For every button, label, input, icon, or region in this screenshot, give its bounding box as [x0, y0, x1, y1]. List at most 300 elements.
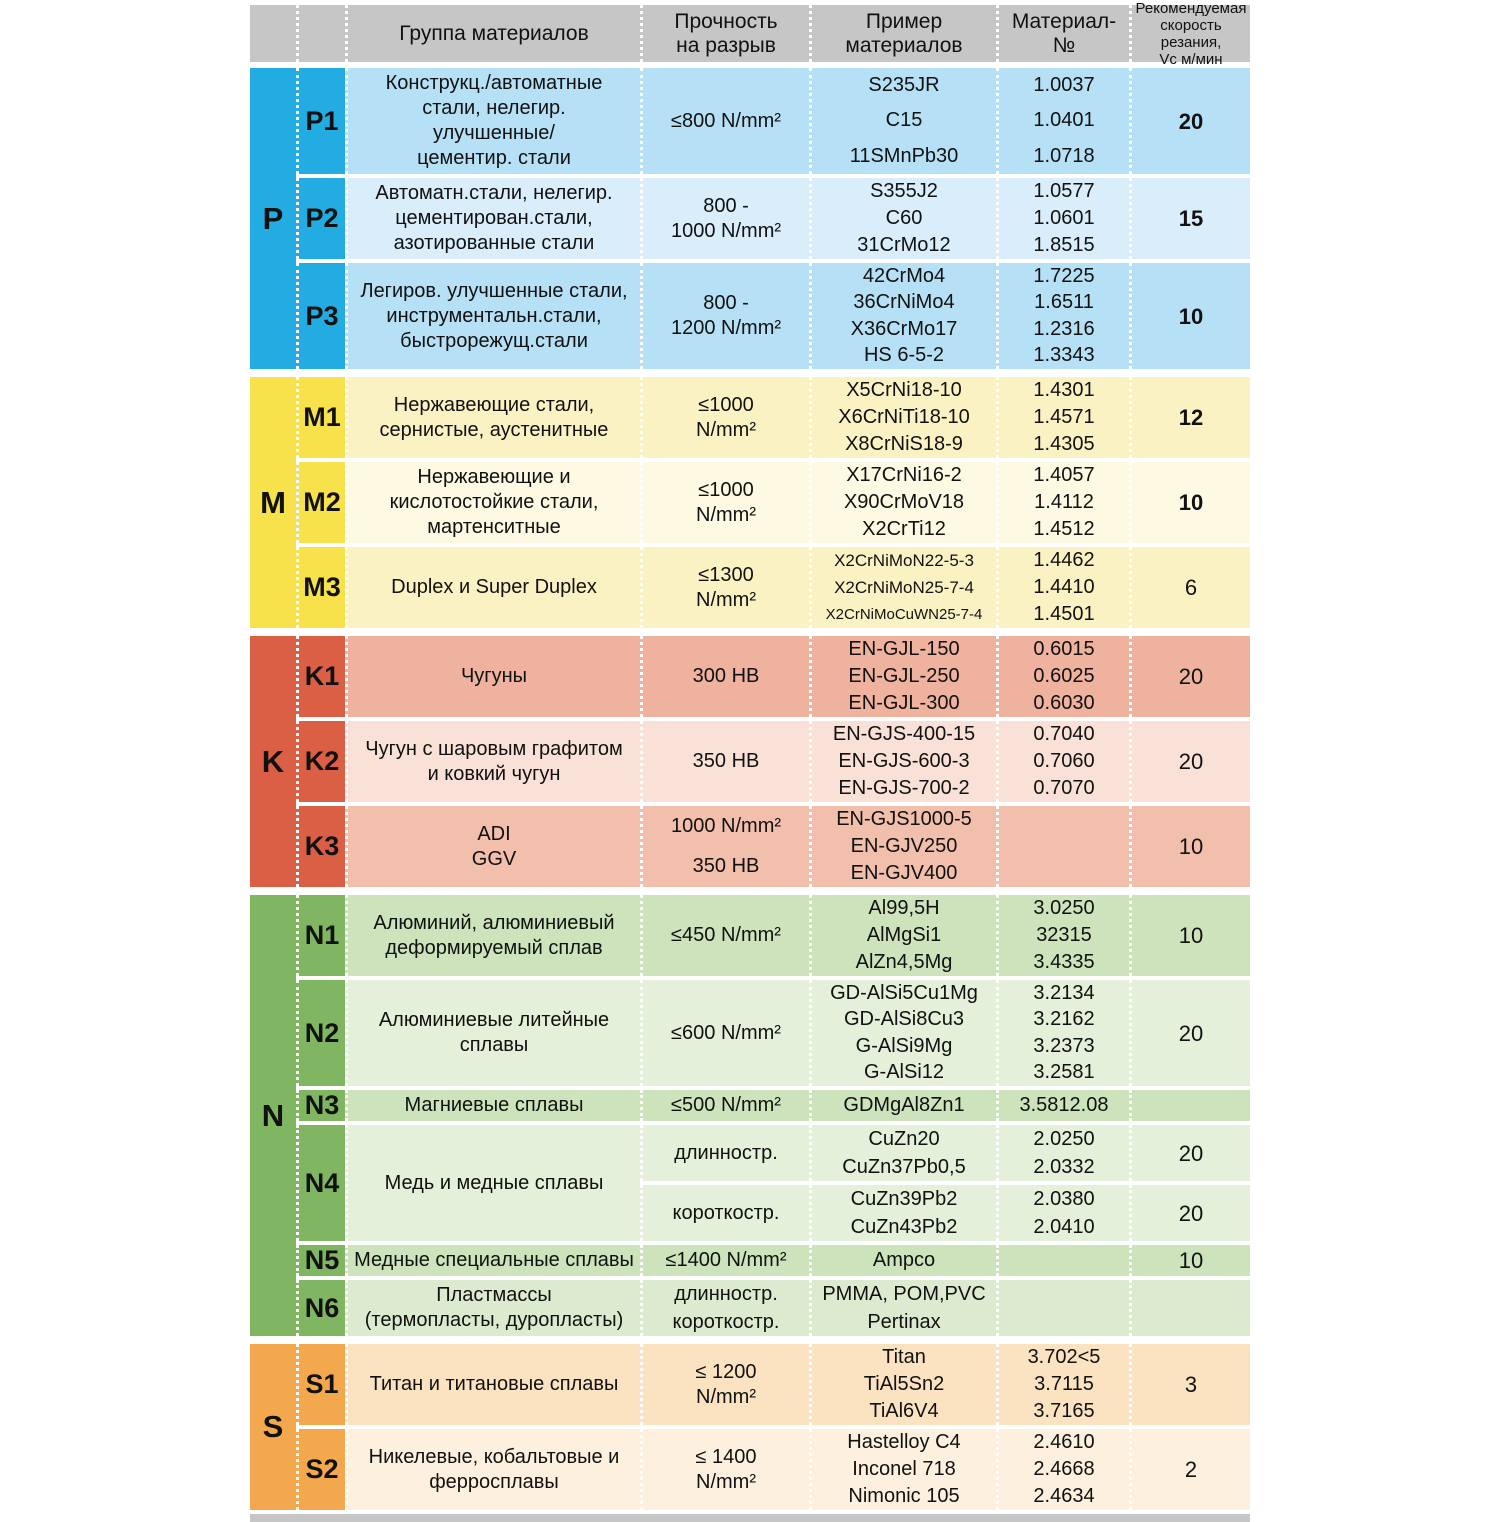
section-M: [250, 377, 1250, 628]
table-row-K1: [296, 636, 1250, 717]
material-no-cell: [996, 895, 1129, 976]
material-no-line: 0.6030: [1033, 692, 1095, 714]
header-cutting-speed-line: скорость резания,: [1160, 16, 1222, 51]
group-cell: [345, 68, 640, 174]
row-id-badge: N6: [296, 1280, 345, 1336]
material-no-line: 1.0577: [1033, 180, 1095, 202]
section-rows: [296, 68, 1250, 369]
group-cell: [345, 1245, 640, 1276]
material-no-line: 1.6511: [1034, 291, 1094, 314]
section-letter: N: [250, 895, 296, 1336]
material-no-line: 1.4512: [1033, 518, 1095, 540]
material-no-cell: [996, 462, 1129, 543]
strength-line: ≤1300: [698, 563, 754, 586]
example-line: GD-AlSi8Cu3: [843, 1008, 965, 1031]
cutting-speed-cell: 20: [1129, 1125, 1250, 1181]
group-line: GGV: [471, 847, 517, 870]
group-line: быстрорежущ.стали: [400, 329, 588, 352]
material-no-line: 1.4501: [1033, 603, 1095, 625]
row-id-badge: N3: [296, 1090, 345, 1121]
strength-line: N/mm²: [696, 1385, 756, 1408]
bottom-bar: [250, 1514, 1250, 1522]
cutting-speed-cell: 20: [1129, 721, 1250, 802]
header-cutting-speed-line: Рекомендуемая: [1135, 0, 1247, 17]
material-no-line: 32315: [1036, 924, 1092, 946]
section-letter: P: [250, 68, 296, 369]
header-strength-line: Прочность: [674, 9, 778, 33]
header-material-group: [345, 5, 640, 62]
group-line: и ковкий чугун: [427, 762, 561, 785]
table-row-K3: [296, 806, 1250, 887]
examples-cell: [809, 1344, 996, 1425]
group-cell: [345, 721, 640, 802]
strength-line: 1000 N/mm²: [670, 219, 782, 242]
table-row-N5: [296, 1245, 1250, 1276]
strength-line: длинностр.: [674, 1282, 778, 1305]
example-line: EN-GJS-700-2: [838, 777, 970, 799]
cutting-speed-cell: 10: [1129, 263, 1250, 369]
group-line: Duplex и Super Duplex: [391, 576, 597, 598]
strength-line: ≤ 1400: [695, 1445, 757, 1468]
row-id-badge: N4: [296, 1125, 345, 1241]
strength-line: 1000 N/mm²: [670, 814, 782, 837]
header-examples: [809, 5, 996, 62]
group-line: сернистые, аустенитные: [379, 418, 609, 441]
material-no-line: 1.4301: [1033, 379, 1095, 401]
header-material-no-line: Материал-: [1011, 9, 1117, 33]
example-line: X8CrNiS18-9: [845, 433, 963, 455]
cutting-speed-cell: 12: [1129, 377, 1250, 458]
group-line: Медь и медные сплавы: [384, 1171, 604, 1194]
examples-cell: [809, 806, 996, 887]
strength-cell: [640, 462, 809, 543]
cutting-speed-cell: 20: [1129, 980, 1250, 1086]
material-no-cell: [996, 636, 1129, 717]
example-line: X6CrNiTi18-10: [838, 406, 970, 428]
section-rows: [296, 1344, 1250, 1510]
example-line: S355J2: [870, 180, 938, 202]
materials-table: [250, 0, 1250, 1522]
strength-cell: [640, 895, 809, 976]
material-no-cell: [996, 1280, 1129, 1336]
examples-cell: [809, 462, 996, 543]
header-material-no: [996, 5, 1129, 62]
example-line: S235JR: [868, 74, 940, 97]
cutting-speed-cell: 15: [1129, 178, 1250, 259]
material-no-line: 0.7040: [1033, 723, 1095, 745]
group-line: цементир. стали: [417, 147, 571, 169]
group-line: сплавы: [459, 1034, 529, 1056]
example-line: C15: [885, 109, 923, 132]
group-line: Пластмассы: [436, 1284, 552, 1306]
subrow: [640, 1125, 1250, 1181]
group-line: стали, нелегир.: [422, 97, 566, 119]
row-id-badge: S1: [296, 1344, 345, 1425]
table-row-K2: [296, 721, 1250, 802]
group-line: Легиров. улучшенные стали,: [360, 279, 628, 302]
strength-line: N/mm²: [696, 1470, 756, 1493]
example-line: EN-GJS-600-3: [838, 750, 970, 772]
strength-cell: [640, 1185, 809, 1241]
table-row-N2: [296, 980, 1250, 1086]
group-line: ADI: [477, 822, 511, 845]
cutting-speed-cell: [1129, 1090, 1250, 1121]
example-line: X36CrMo17: [850, 317, 958, 340]
cutting-speed-cell: 10: [1129, 806, 1250, 887]
cutting-speed-cell: 20: [1129, 68, 1250, 174]
material-no-line: 3.702<5: [1027, 1346, 1101, 1368]
cutting-speed-cell: 10: [1129, 462, 1250, 543]
section-rows: [296, 636, 1250, 887]
material-no-line: 3.2134: [1033, 981, 1095, 1004]
row-id-badge: N5: [296, 1245, 345, 1276]
row-id-badge: K1: [296, 636, 345, 717]
strength-line: 800 -: [703, 194, 749, 217]
material-no-cell: [996, 806, 1129, 887]
material-no-line: 1.8515: [1033, 234, 1095, 256]
strength-line: 350 HB: [692, 855, 760, 878]
group-cell: [345, 806, 640, 887]
group-cell: [345, 1280, 640, 1336]
example-line: 11SMnPb30: [849, 144, 959, 167]
material-no-line: 1.4057: [1033, 464, 1095, 486]
examples-cell: [809, 1429, 996, 1510]
cutting-speed-cell: 20: [1129, 636, 1250, 717]
example-line: TiAl5Sn2: [863, 1373, 945, 1395]
material-no-line: 2.0332: [1033, 1155, 1095, 1178]
example-line: 36CrNiMo4: [853, 291, 955, 314]
header-letter-column: [250, 5, 296, 62]
material-no-line: 1.0401: [1033, 109, 1095, 132]
strength-line: N/mm²: [696, 588, 756, 611]
material-no-line: 1.4462: [1033, 549, 1095, 571]
material-no-cell: [996, 980, 1129, 1086]
example-line: X17CrNi16-2: [846, 464, 962, 486]
strength-line: 1200 N/mm²: [670, 317, 782, 339]
strength-cell: [640, 1090, 809, 1121]
material-no-line: 3.7165: [1033, 1400, 1095, 1422]
material-no-line: 1.3343: [1033, 344, 1095, 367]
section-rows: [296, 895, 1250, 1336]
examples-cell: [809, 1245, 996, 1276]
section-letter: K: [250, 636, 296, 887]
subrow: [640, 1185, 1250, 1241]
examples-cell: [809, 895, 996, 976]
header-cutting-speed-line: Vc м/мин: [1159, 50, 1223, 68]
material-no-line: 3.4335: [1033, 951, 1095, 973]
group-line: Никелевые, кобальтовые и: [368, 1445, 620, 1468]
group-cell: [345, 547, 640, 628]
header-material-group-label: Группа материалов: [399, 21, 589, 45]
section-K: [250, 636, 1250, 887]
material-no-line: 1.0601: [1033, 207, 1095, 229]
strength-cell: [640, 1344, 809, 1425]
material-no-line: 1.0718: [1033, 144, 1095, 167]
strength-cell: [640, 1125, 809, 1181]
material-no-line: 3.5812.08: [1019, 1094, 1109, 1116]
table-row-P3: [296, 263, 1250, 369]
table-row-P1: [296, 68, 1250, 174]
table-header: [250, 0, 1250, 68]
example-line: Ampco: [872, 1249, 936, 1271]
group-cell: [345, 263, 640, 369]
section-letter: S: [250, 1344, 296, 1510]
example-line: EN-GJV400: [850, 862, 958, 884]
group-line: мартенситные: [427, 516, 561, 538]
examples-cell: [809, 377, 996, 458]
table-row-M3: [296, 547, 1250, 628]
material-no-line: 3.2581: [1033, 1061, 1095, 1084]
section-P: [250, 68, 1250, 369]
examples-cell: [809, 68, 996, 174]
example-line: GD-AlSi5Cu1Mg: [830, 981, 978, 1004]
material-no-line: 1.4112: [1034, 491, 1094, 513]
group-cell: [345, 178, 640, 259]
example-line: X2CrNiMoN22-5-3: [834, 551, 974, 570]
header-material-no-line: №: [1052, 33, 1076, 57]
strength-line: N/mm²: [696, 418, 756, 441]
cutting-speed-cell: 10: [1129, 1245, 1250, 1276]
examples-cell: [809, 721, 996, 802]
strength-line: ≤1000: [698, 478, 754, 501]
group-cell: [345, 1090, 640, 1121]
examples-cell: [809, 178, 996, 259]
row-id-badge: N1: [296, 895, 345, 976]
examples-cell: [809, 1090, 996, 1121]
row-id-badge: K3: [296, 806, 345, 887]
example-line: EN-GJL-250: [848, 665, 960, 687]
material-no-line: 2.4610: [1033, 1431, 1095, 1453]
row-id-badge: M2: [296, 462, 345, 543]
cutting-speed-cell: 10: [1129, 895, 1250, 976]
example-line: CuZn39Pb2: [850, 1187, 958, 1210]
strength-cell: [640, 547, 809, 628]
examples-cell: [809, 1280, 996, 1336]
row-id-badge: P3: [296, 263, 345, 369]
material-no-line: 1.4571: [1033, 406, 1095, 428]
material-no-line: 1.4305: [1033, 433, 1095, 455]
material-no-cell: [996, 377, 1129, 458]
row-id-badge: K2: [296, 721, 345, 802]
row-id-badge: M3: [296, 547, 345, 628]
material-no-cell: [996, 1245, 1129, 1276]
header-strength: [640, 5, 809, 62]
material-no-cell: [996, 1125, 1129, 1181]
row-id-badge: P2: [296, 178, 345, 259]
group-line: Медные специальные сплавы: [354, 1249, 634, 1271]
strength-line: ≤450 N/mm²: [671, 924, 781, 946]
example-line: EN-GJL-300: [848, 692, 960, 714]
material-no-cell: [996, 1090, 1129, 1121]
row-id-badge: M1: [296, 377, 345, 458]
example-line: G-AlSi12: [863, 1061, 945, 1084]
material-no-line: 2.4634: [1033, 1485, 1095, 1507]
cutting-speed-cell: [1129, 1280, 1250, 1336]
group-cell: [345, 1344, 640, 1425]
strength-cell: [640, 806, 809, 887]
group-line: Нержавеющие стали,: [393, 393, 595, 416]
strength-line: 800 -: [703, 292, 749, 314]
material-no-cell: [996, 263, 1129, 369]
table-row-M1: [296, 377, 1250, 458]
material-no-cell: [996, 1344, 1129, 1425]
example-line: X90CrMoV18: [843, 491, 965, 513]
material-no-line: 3.7115: [1034, 1373, 1094, 1395]
example-line: PMMA, POM,PVC: [822, 1282, 986, 1305]
table-row-M2: [296, 462, 1250, 543]
example-line: Al99,5H: [868, 897, 940, 919]
strength-cell: [640, 636, 809, 717]
material-no-cell: [996, 1185, 1129, 1241]
group-line: Магниевые сплавы: [404, 1094, 584, 1116]
material-no-line: 2.0250: [1033, 1127, 1095, 1150]
examples-cell: [809, 1185, 996, 1241]
group-cell: [345, 462, 640, 543]
material-no-line: 2.0410: [1033, 1215, 1095, 1238]
example-line: X2CrTi12: [862, 518, 946, 540]
example-line: X2CrNiMoN25-7-4: [834, 578, 974, 597]
header-examples-line: материалов: [845, 33, 963, 57]
material-no-cell: [996, 547, 1129, 628]
material-no-line: 0.7070: [1033, 777, 1095, 799]
group-cell: [345, 377, 640, 458]
example-line: CuZn43Pb2: [850, 1215, 958, 1238]
strength-line: ≤1400 N/mm²: [665, 1249, 787, 1271]
strength-line: 350 HB: [692, 750, 760, 772]
group-cell: [345, 980, 640, 1086]
material-no-cell: [996, 1429, 1129, 1510]
group-cell: [345, 636, 640, 717]
group-cell: [345, 895, 640, 976]
table-row-N4: [296, 1125, 1250, 1241]
group-line: Чугун с шаровым графитом: [365, 737, 623, 760]
material-no-line: 0.6025: [1033, 665, 1095, 687]
header-examples-line: Пример: [865, 9, 943, 33]
example-line: HS 6-5-2: [863, 344, 945, 367]
material-no-line: 1.0037: [1033, 74, 1095, 97]
strength-cell: [640, 721, 809, 802]
group-line: инструментальн.стали,: [386, 304, 602, 327]
header-strength-line: на разрыв: [676, 33, 776, 57]
example-line: GDMgAl8Zn1: [843, 1094, 965, 1116]
example-line: X2CrNiMoCuWN25-7-4: [825, 606, 983, 623]
group-cell: [345, 1429, 640, 1510]
row-id-badge: P1: [296, 68, 345, 174]
group-line: Автоматн.стали, нелегир.: [375, 182, 613, 204]
table-row-N3: [296, 1090, 1250, 1121]
examples-cell: [809, 636, 996, 717]
example-line: 42CrMo4: [862, 264, 946, 287]
material-no-line: 1.7225: [1033, 264, 1095, 287]
group-line: цементирован.стали,: [395, 207, 593, 229]
group-line: азотированные стали: [393, 232, 595, 254]
strength-cell: [640, 377, 809, 458]
group-line: ферросплавы: [429, 1470, 559, 1493]
cutting-speed-cell: 6: [1129, 547, 1250, 628]
example-line: EN-GJV250: [850, 835, 958, 857]
group-line: Конструкц./автоматные: [385, 72, 603, 94]
example-line: Pertinax: [867, 1310, 941, 1333]
example-line: TiAl6V4: [869, 1400, 939, 1422]
group-line: Чугуны: [460, 665, 528, 687]
example-line: AlMgSi1: [866, 924, 942, 946]
section-letter: M: [250, 377, 296, 628]
examples-cell: [809, 1125, 996, 1181]
row-id-badge: N2: [296, 980, 345, 1086]
strength-line: ≤600 N/mm²: [671, 1021, 781, 1044]
row-id-badge: S2: [296, 1429, 345, 1510]
cutting-speed-cell: 2: [1129, 1429, 1250, 1510]
strength-line: N/mm²: [696, 503, 756, 526]
group-line: улучшенные/: [433, 122, 555, 144]
group-cell: [345, 1125, 640, 1241]
strength-line: ≤500 N/mm²: [671, 1094, 781, 1116]
header-cutting-speed: [1129, 0, 1250, 68]
strength-cell: [640, 1245, 809, 1276]
strength-cell: [640, 1280, 809, 1336]
material-no-cell: [996, 721, 1129, 802]
table-row-S2: [296, 1429, 1250, 1510]
group-line: деформируемый сплав: [385, 936, 603, 959]
cutting-speed-cell: 3: [1129, 1344, 1250, 1425]
group-line: Титан и титановые сплавы: [369, 1373, 619, 1395]
group-line: Алюминий, алюминиевый: [373, 911, 615, 934]
strength-cell: [640, 1429, 809, 1510]
strength-line: ≤ 1200: [695, 1360, 757, 1383]
material-no-line: 2.4668: [1033, 1458, 1095, 1480]
group-line: Алюминиевые литейные: [378, 1009, 610, 1031]
material-no-line: 3.0250: [1033, 897, 1095, 919]
example-line: EN-GJL-150: [848, 638, 960, 660]
material-no-cell: [996, 68, 1129, 174]
example-line: Titan: [882, 1346, 926, 1368]
cutting-speed-cell: 20: [1129, 1185, 1250, 1241]
material-no-line: 3.2373: [1033, 1034, 1095, 1057]
strength-cell: [640, 68, 809, 174]
material-no-line: 0.7060: [1033, 750, 1095, 772]
example-line: AlZn4,5Mg: [855, 951, 953, 973]
example-line: Hastelloy C4: [847, 1431, 961, 1453]
strength-cell: [640, 263, 809, 369]
table-row-N6: [296, 1280, 1250, 1336]
group-line: (термопласты, дуропласты): [364, 1309, 624, 1331]
strength-cell: [640, 178, 809, 259]
material-no-line: 0.6015: [1033, 638, 1095, 660]
example-line: CuZn20: [868, 1127, 940, 1150]
header-subgroup-column: [296, 5, 345, 62]
subrows: [640, 1125, 1250, 1241]
strength-line: ≤800 N/mm²: [671, 109, 781, 132]
section-rows: [296, 377, 1250, 628]
table-row-N1: [296, 895, 1250, 976]
group-line: Нержавеющие и: [417, 466, 571, 488]
example-line: G-AlSi9Mg: [855, 1034, 953, 1057]
material-no-cell: [996, 178, 1129, 259]
strength-line: короткостр.: [672, 1310, 780, 1333]
example-line: C60: [885, 207, 923, 229]
examples-cell: [809, 547, 996, 628]
example-line: 31CrMo12: [857, 234, 951, 256]
section-S: [250, 1344, 1250, 1510]
material-no-line: 2.0380: [1033, 1187, 1095, 1210]
group-line: кислотостойкие стали,: [389, 491, 599, 513]
strength-line: короткостр.: [672, 1201, 780, 1224]
table-row-S1: [296, 1344, 1250, 1425]
example-line: Nimonic 105: [848, 1485, 960, 1507]
table-row-P2: [296, 178, 1250, 259]
examples-cell: [809, 263, 996, 369]
example-line: Inconel 718: [852, 1458, 956, 1480]
